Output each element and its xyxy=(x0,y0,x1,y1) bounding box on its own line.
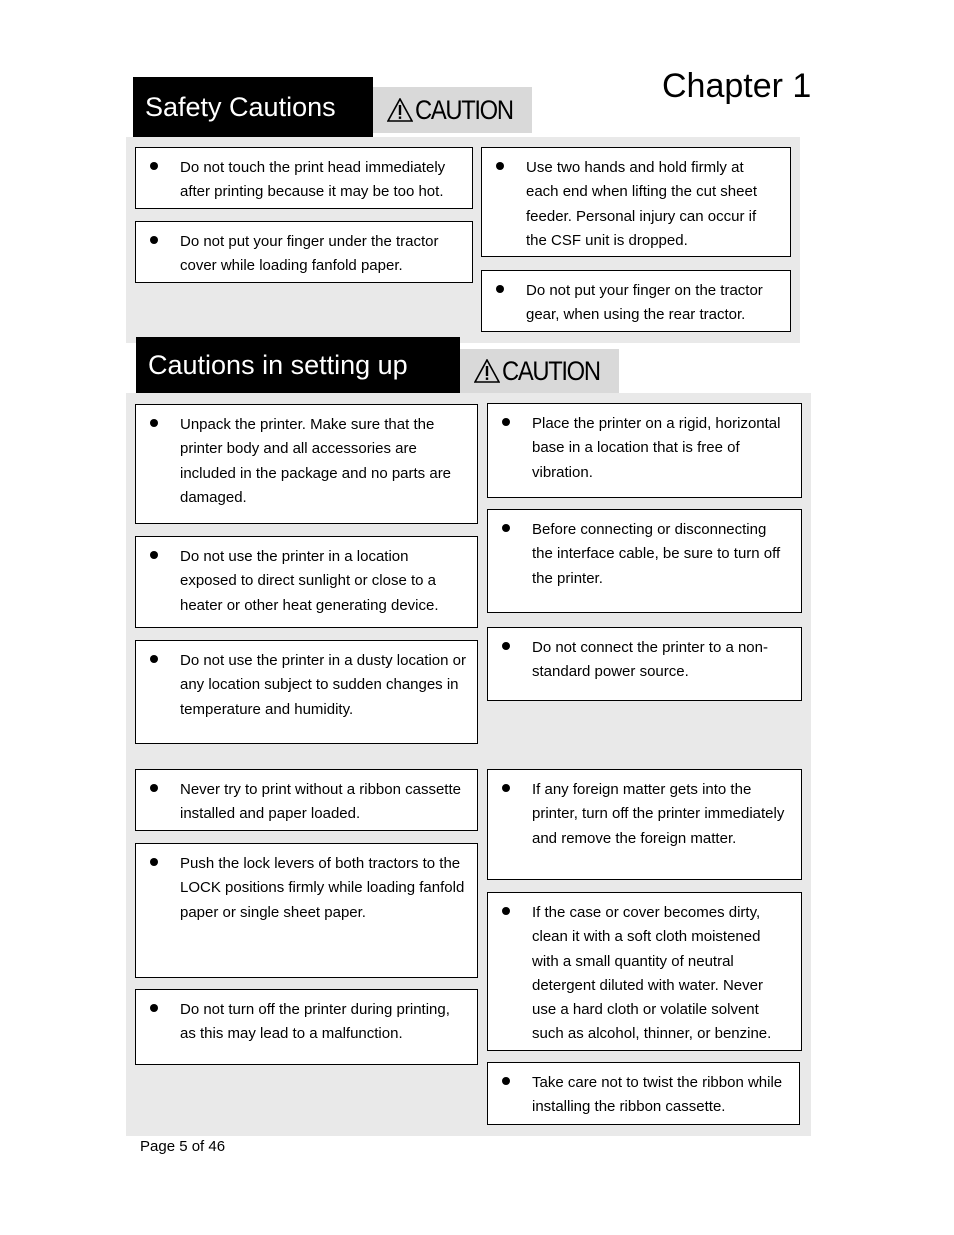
setup-caution-label xyxy=(460,349,619,393)
bullet-icon xyxy=(150,162,158,170)
bullet-icon xyxy=(150,236,158,244)
safety-item xyxy=(481,270,791,332)
caution-word: CAUTION xyxy=(415,94,513,125)
bullet-icon xyxy=(502,642,510,650)
warning-triangle-icon xyxy=(474,359,500,383)
safety-section-title xyxy=(133,77,373,137)
setup-item-text: Do not connect the printer to a non-standard power source. xyxy=(532,639,768,681)
bullet-icon xyxy=(150,551,158,559)
safety-item-text: Do not put your finger on the tractor gear, when using the rear tractor. xyxy=(526,282,763,324)
setup-item-text: Place the printer on a rigid, horizontal base in a location that is free of vibration. xyxy=(532,415,781,481)
bullet-icon xyxy=(502,524,510,532)
bullet-icon xyxy=(496,162,504,170)
setup-item-text: Push the lock levers of both tractors to the LOCK positions firmly while loading fanfold paper or single sheet paper. xyxy=(180,855,465,921)
safety-item-text: Do not put your finger under the tractor cover while loading fanfold paper. xyxy=(180,233,439,275)
setup-item-text: Take care not to twist the ribbon while installing the ribbon cassette. xyxy=(532,1074,783,1116)
safety-item xyxy=(481,147,791,257)
setup-item xyxy=(135,404,478,524)
setup-item xyxy=(135,769,478,831)
safety-item xyxy=(135,147,473,209)
bullet-icon xyxy=(502,784,510,792)
warning-triangle-icon xyxy=(387,98,413,122)
setup-item-text: Do not turn off the printer during printing, as this may lead to a malfunction. xyxy=(180,1001,450,1043)
setup-item xyxy=(135,536,478,628)
bullet-icon xyxy=(150,784,158,792)
setup-item xyxy=(487,509,802,613)
bullet-icon xyxy=(150,655,158,663)
setup-item xyxy=(487,1062,800,1125)
bullet-icon xyxy=(150,1004,158,1012)
setup-item xyxy=(487,892,802,1051)
setup-item xyxy=(135,989,478,1065)
bullet-icon xyxy=(150,858,158,866)
setup-item-text: Do not use the printer in a location exposed to direct sunlight or close to a heater or other heat generating device. xyxy=(180,548,439,614)
safety-item-text: Use two hands and hold firmly at each end when lifting the cut sheet feeder. Personal injury can occur if the CSF unit is dropped. xyxy=(526,159,757,249)
setup-item-text: If the case or cover becomes dirty, clean it with a soft cloth moistened with a small quantity of neutral detergent diluted with water. Never use a hard cloth or volatile solvent such as alcohol, thinner, or benzine. xyxy=(532,904,772,1043)
setup-item xyxy=(135,640,478,744)
setup-item-text: Before connecting or disconnecting the interface cable, be sure to turn off the printer. xyxy=(532,521,781,587)
chapter-heading: Chapter 1 xyxy=(662,67,812,105)
safety-section-title-text: Safety Cautions xyxy=(145,91,336,122)
setup-section-title-text: Cautions in setting up xyxy=(148,349,408,380)
page-number: Page 5 of 46 xyxy=(140,1138,226,1155)
setup-item-text: If any foreign matter gets into the printer, turn off the printer immediately and remove the foreign matter. xyxy=(532,781,785,847)
caution-word: CAUTION xyxy=(502,355,600,386)
setup-item xyxy=(487,627,802,701)
setup-item xyxy=(487,403,802,498)
bullet-icon xyxy=(502,418,510,426)
safety-caution-label xyxy=(373,87,532,133)
bullet-icon xyxy=(496,285,504,293)
setup-item-text: Never try to print without a ribbon cassette installed and paper loaded. xyxy=(180,781,461,823)
setup-item xyxy=(135,843,478,978)
setup-item-text: Unpack the printer. Make sure that the printer body and all accessories are included in the package and no parts are damaged. xyxy=(180,416,452,506)
safety-item-text: Do not touch the print head immediately after printing because it may be too hot. xyxy=(180,159,446,201)
bullet-icon xyxy=(502,907,510,915)
setup-item-text: Do not use the printer in a dusty location or any location subject to sudden changes in temperature and humidity. xyxy=(180,652,466,718)
setup-section-title xyxy=(136,337,460,393)
safety-item xyxy=(135,221,473,283)
setup-item xyxy=(487,769,802,880)
bullet-icon xyxy=(150,419,158,427)
bullet-icon xyxy=(502,1077,510,1085)
